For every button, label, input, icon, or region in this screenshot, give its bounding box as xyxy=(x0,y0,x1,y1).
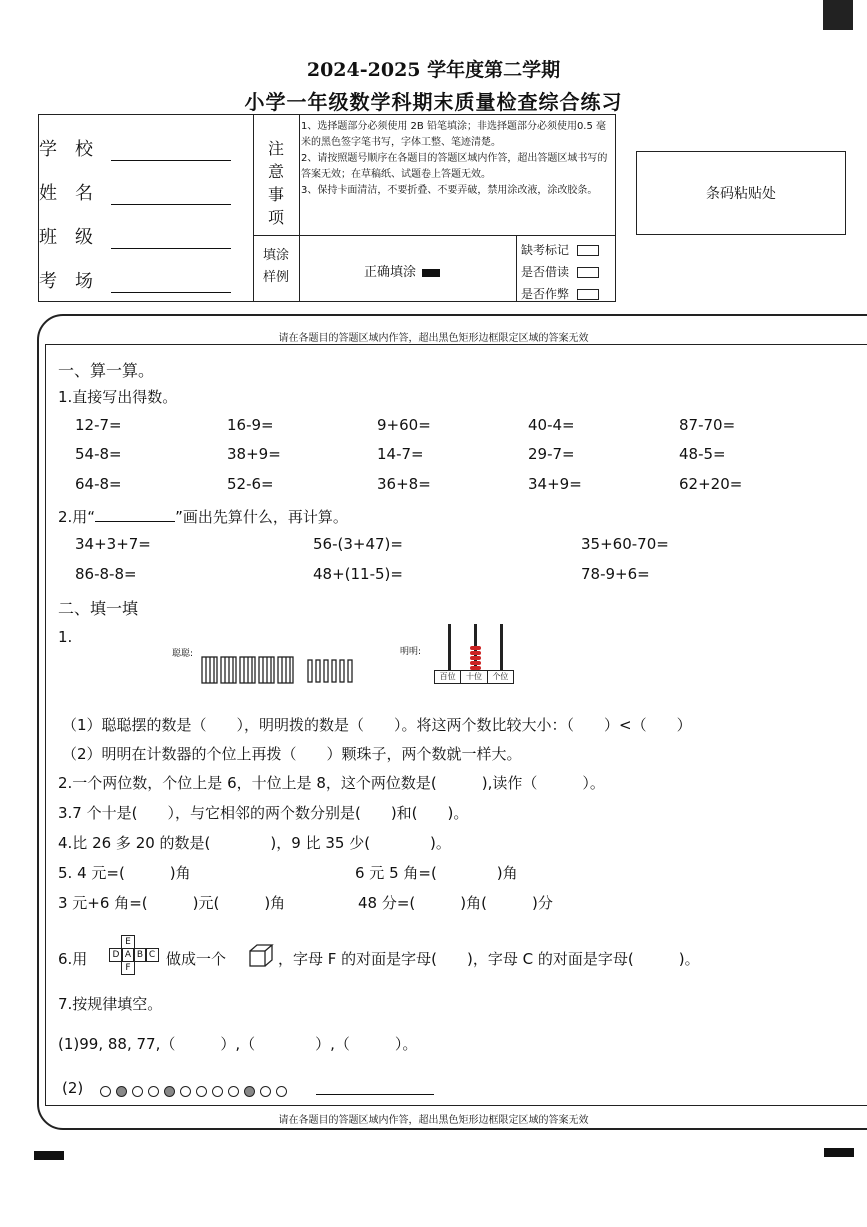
notice-text: 1、选择题部分必须使用 2B 铅笔填涂；非选择题部分必须使用0.5 毫米的黑色签字笔书写，字体工整、笔迹清楚。 2、请按照题号顺序在各题目的答题区域内作答，超出答题区域书写的答案无效；在草稿纸、试题卷上答题无效。 3、保持卡面清洁，不要折叠、不要弄破，禁用涂改液，涂改胶条。 xyxy=(301,121,608,196)
q2-5a: 5. 4 元=( )角 xyxy=(58,864,191,882)
calc-item: 62+20= xyxy=(679,475,743,493)
section2-title: 二、填一填 xyxy=(58,599,139,618)
ones-label: 个位 xyxy=(492,672,509,681)
calc-item: 64-8= xyxy=(75,475,122,493)
empty-circle-icon xyxy=(276,1086,287,1097)
hundreds-label: 百位 xyxy=(435,671,461,683)
q2-5d: 48 分=( )角( )分 xyxy=(358,894,553,912)
calc-item: 12-7= xyxy=(75,416,122,434)
transfer-mark[interactable]: 是否借读 xyxy=(521,261,599,283)
correct-fill-example: 正确填涂 xyxy=(364,261,440,280)
header-table xyxy=(38,114,616,302)
empty-circle-icon xyxy=(212,1086,223,1097)
calc-item: 16-9= xyxy=(227,416,274,434)
calc-item: 40-4= xyxy=(528,416,575,434)
calc-item: 34+3+7= xyxy=(75,535,151,553)
empty-circle-icon xyxy=(196,1086,207,1097)
corner-mark-left xyxy=(34,1151,64,1160)
exam-title-line2: 小学一年级数学科期末质量检查综合练习 xyxy=(244,90,623,114)
q2-3: 3.7 个十是( ），与它相邻的两个数分别是( )和( )。 xyxy=(58,804,469,822)
calc-item: 36+8= xyxy=(377,475,431,493)
calc-item: 56-(3+47)= xyxy=(313,535,403,553)
abacus-icon xyxy=(434,620,514,686)
answer-notice-bottom: 请在各题目的答题区域内作答，超出黑色矩形边框限定区域的答案无效 xyxy=(278,1115,589,1126)
name-field[interactable]: 姓名 xyxy=(39,179,231,205)
empty-circle-icon xyxy=(260,1086,271,1097)
absent-mark[interactable]: 缺考标记 xyxy=(521,239,599,261)
filled-circle-icon xyxy=(116,1086,127,1097)
q2-6-prefix: 6.用 xyxy=(58,950,88,968)
cheating-mark[interactable]: 是否作弊 xyxy=(521,283,599,305)
corner-mark-top xyxy=(823,0,853,30)
q2-4: 4.比 26 多 20 的数是( )，9 比 35 少( )。 xyxy=(58,834,451,852)
calc-item: 9+60= xyxy=(377,416,431,434)
mingming-label: 明明: xyxy=(400,647,422,657)
cube-icon xyxy=(248,943,274,969)
exam-room-field[interactable]: 考场 xyxy=(39,267,231,293)
empty-circle-icon xyxy=(100,1086,111,1097)
empty-circle-icon xyxy=(228,1086,239,1097)
q2-5c: 3 元+6 角=( )元( )角 xyxy=(58,894,286,912)
answer-blank-line[interactable] xyxy=(316,1094,434,1095)
q2-2: 2.一个两位数，个位上是 6，十位上是 8，这个两位数是( ),读作（ ）。 xyxy=(58,774,605,792)
class-field[interactable]: 班级 xyxy=(39,223,231,249)
barcode-area: 条码粘贴处 xyxy=(636,151,846,235)
calc-item: 48+(11-5)= xyxy=(313,565,403,583)
q2-1-1: （1）聪聪摆的数是（ ），明明拨的数是（ ）。将这两个数比较大小：（ ）<（ ） xyxy=(62,716,692,734)
calc-item: 34+9= xyxy=(528,475,582,493)
status-marks xyxy=(521,239,599,305)
calc-item: 78-9+6= xyxy=(581,565,650,583)
underline-blank xyxy=(95,509,175,522)
calc-item: 14-7= xyxy=(377,445,424,463)
q2-title: 2.用“ ”画出先算什么，再计算。 xyxy=(58,508,348,526)
school-field[interactable]: 学校 xyxy=(39,135,231,161)
notice-label: 注意事项 xyxy=(267,139,284,227)
q2-7: 7.按规律填空。 xyxy=(58,995,163,1013)
calc-item: 54-8= xyxy=(75,445,122,463)
calc-item: 87-70= xyxy=(679,416,736,434)
calc-item: 86-8-8= xyxy=(75,565,137,583)
tens-label: 十位 xyxy=(461,671,487,683)
congcong-label: 聪聪: xyxy=(172,649,194,659)
section1-title: 一、算一算。 xyxy=(58,361,155,380)
exam-title-line1: 2024-2025 学年度第二学期 xyxy=(306,59,561,81)
empty-circle-icon xyxy=(148,1086,159,1097)
calc-item: 35+60-70= xyxy=(581,535,669,553)
q2-7-1: (1)99, 88, 77,（ ）,（ ）,（ ）。 xyxy=(58,1035,418,1053)
q2-1-2: （2）明明在计数器的个位上再拨（ ）颗珠子，两个数就一样大。 xyxy=(62,745,522,763)
calc-item: 38+9= xyxy=(227,445,281,463)
fill-example-label: 填涂样例 xyxy=(262,248,289,285)
stick-bundles-icon xyxy=(200,655,360,685)
q2-7-2-label: (2) xyxy=(62,1079,84,1097)
empty-circle-icon xyxy=(180,1086,191,1097)
q2-5b: 6 元 5 角=( )角 xyxy=(355,864,518,882)
calc-item: 48-5= xyxy=(679,445,726,463)
filled-circle-icon xyxy=(244,1086,255,1097)
calc-item: 52-6= xyxy=(227,475,274,493)
filled-circle-icon xyxy=(164,1086,175,1097)
corner-mark-right xyxy=(824,1148,854,1157)
filled-mark-icon xyxy=(422,269,440,277)
circle-sequence xyxy=(100,1082,292,1101)
cube-net-icon: E D A B C F xyxy=(108,935,160,981)
q2-1-number: 1. xyxy=(58,628,73,646)
q2-6-mid: 做成一个 xyxy=(166,950,227,968)
q2-6-suffix: ，字母 F 的对面是字母( )，字母 C 的对面是字母( )。 xyxy=(278,950,700,968)
q1-title: 1.直接写出得数。 xyxy=(58,388,178,406)
calc-item: 29-7= xyxy=(528,445,575,463)
answer-notice-top: 请在各题目的答题区域内作答，超出黑色矩形边框限定区域的答案无效 xyxy=(278,333,589,344)
empty-circle-icon xyxy=(132,1086,143,1097)
